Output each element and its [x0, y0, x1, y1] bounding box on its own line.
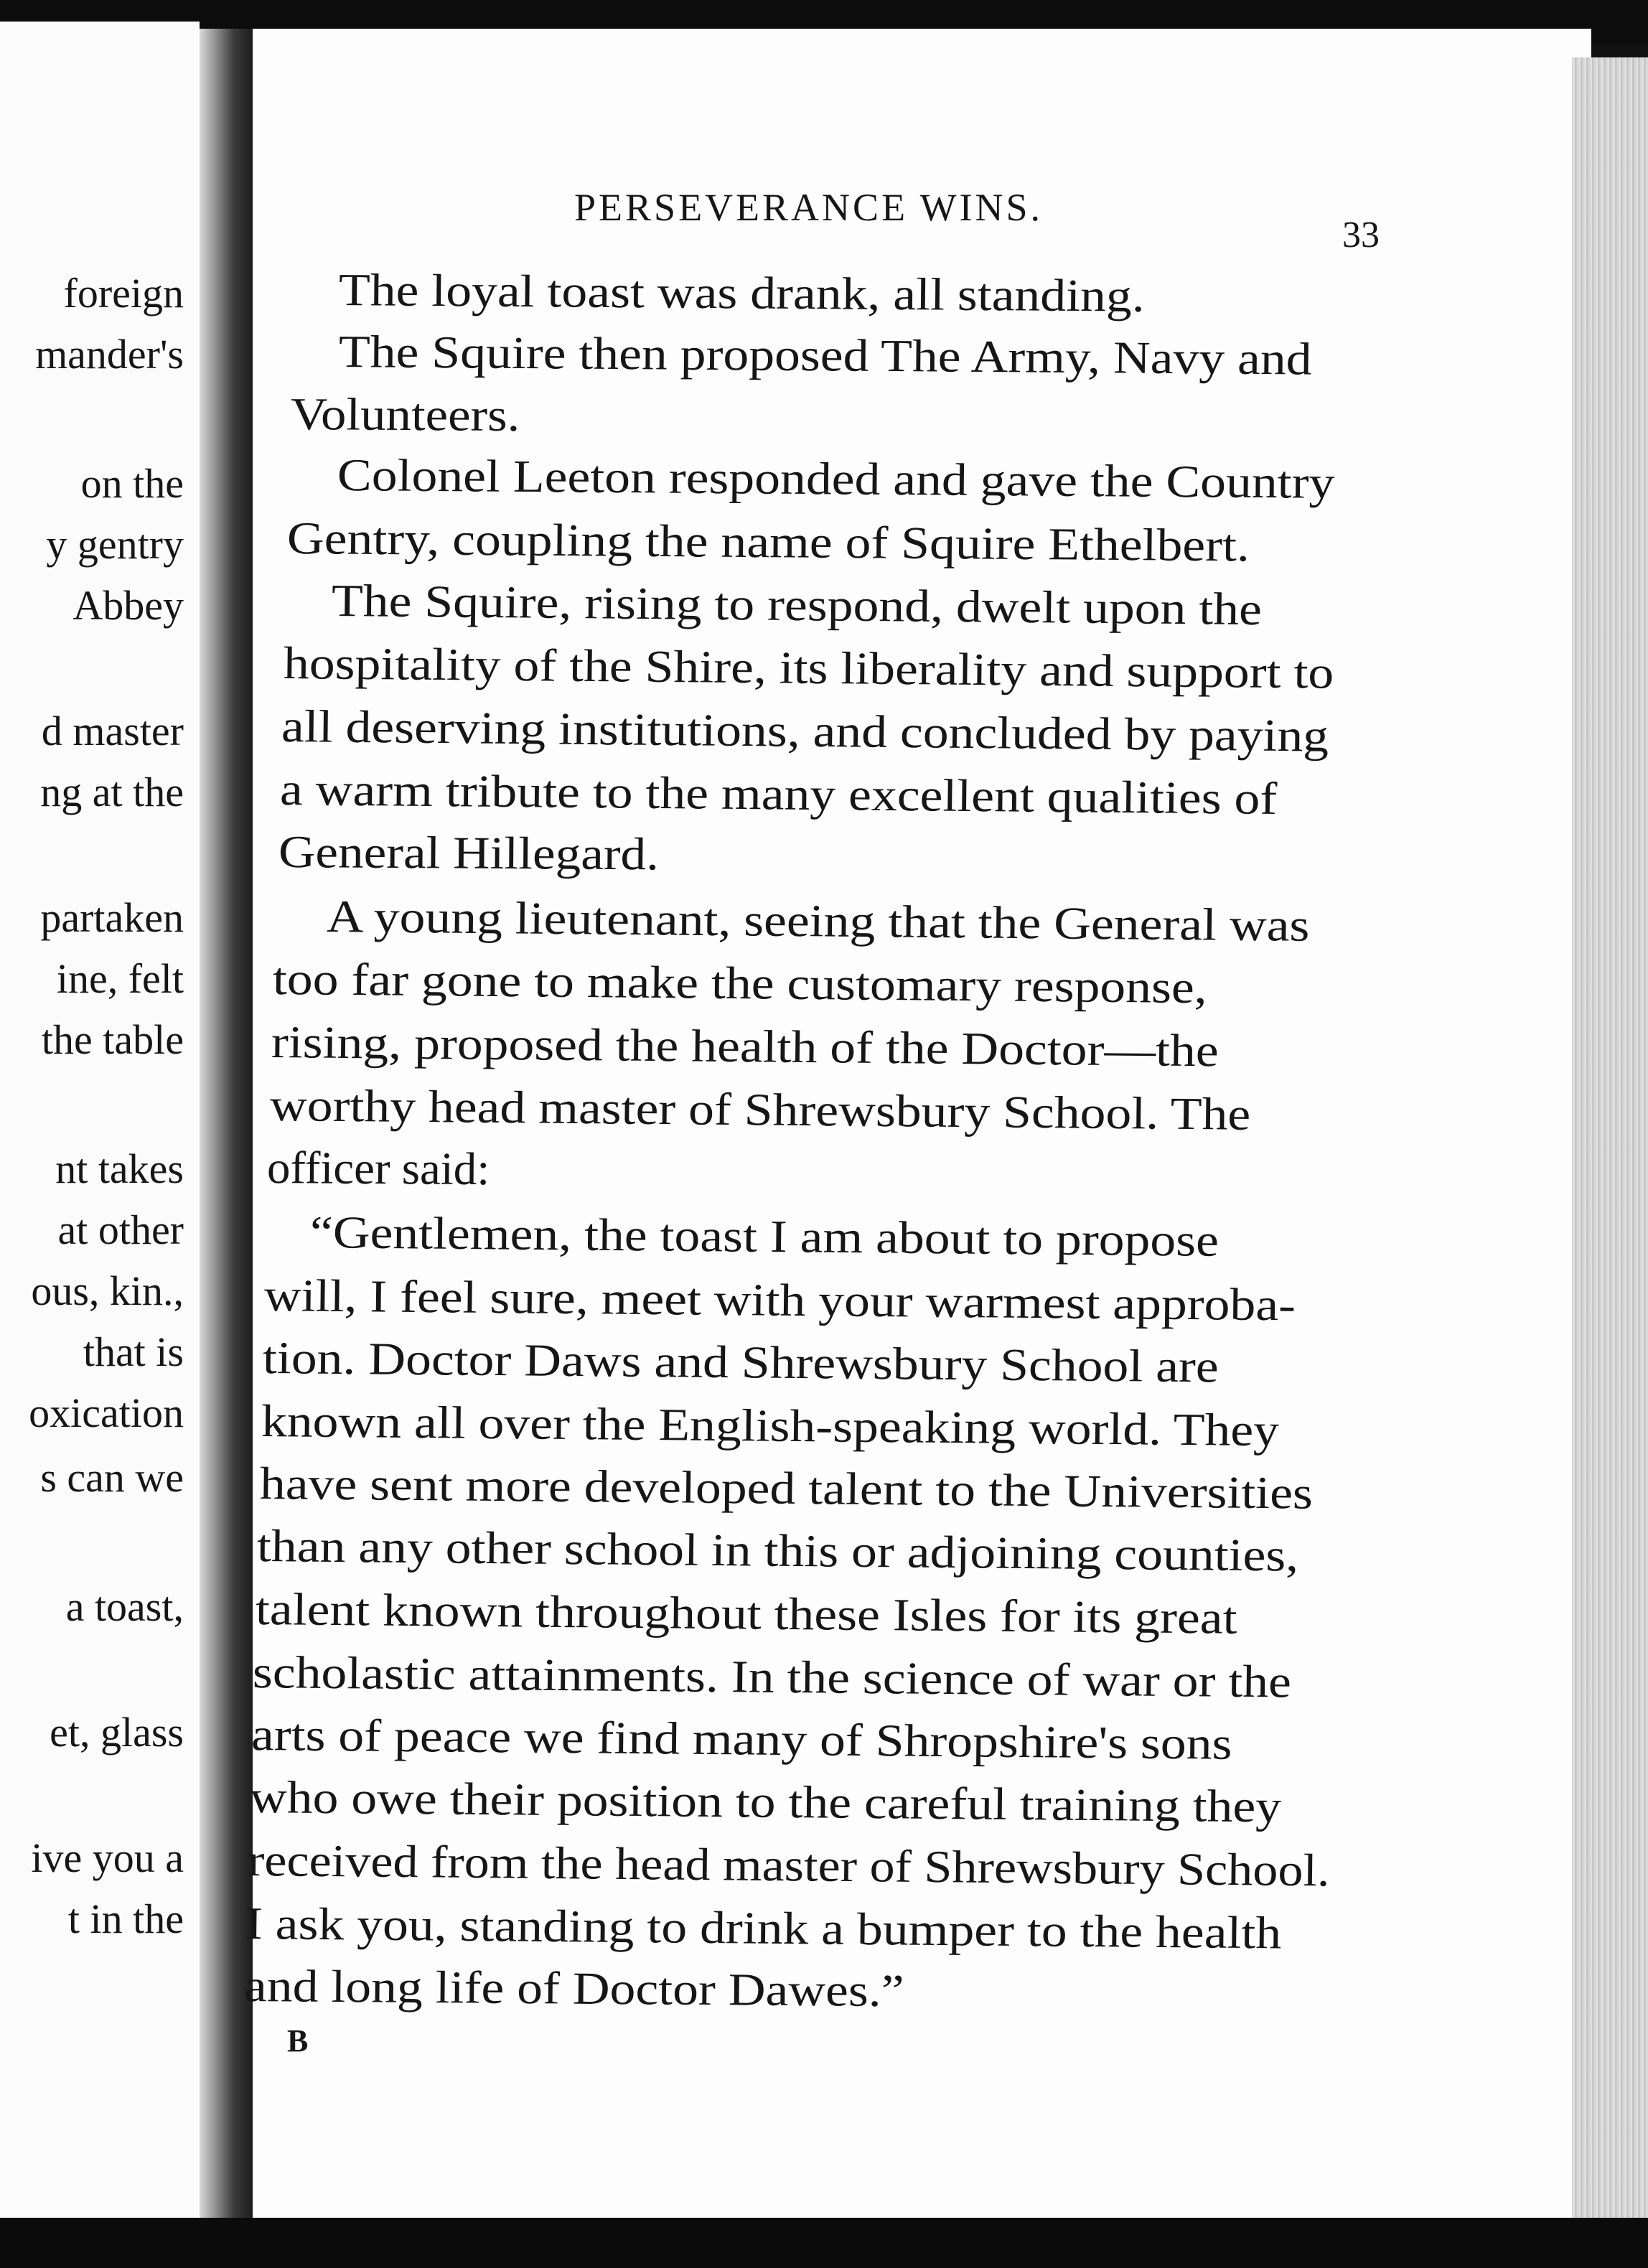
text-line: arts of peace we find many of Shropshire's sons — [251, 1709, 1232, 1769]
left-page-line: foreign — [63, 270, 184, 317]
signature-mark: B — [287, 2023, 309, 2058]
left-page-line: nt takes — [55, 1145, 184, 1192]
text-line: known all over the English-speaking world. They — [261, 1395, 1280, 1456]
text-line: A young lieutenant, seeing that the General was — [326, 891, 1310, 951]
left-page-line: Abbey — [72, 582, 184, 629]
text-line: a warm tribute to the many excellent qualities of — [279, 764, 1278, 824]
text-line: Volunteers. — [290, 388, 520, 441]
left-page-line: oxication — [29, 1390, 184, 1436]
running-head: PERSEVERANCE WINS. — [574, 186, 1044, 229]
text-line: have sent more developed talent to the Universities — [259, 1458, 1314, 1519]
text-line: too far gone to make the customary response, — [272, 953, 1208, 1013]
left-page-line: a toast, — [65, 1583, 184, 1630]
scan-bottom-border — [0, 2218, 1648, 2268]
left-page-line: partaken — [40, 894, 184, 941]
left-page-line: on the — [80, 460, 184, 507]
text-line: all deserving institutions, and concluded by paying — [281, 700, 1329, 762]
left-page-line: that is — [83, 1329, 184, 1375]
text-line: General Hillegard. — [278, 826, 660, 880]
text-line: will, I feel sure, meet with your warmest approba- — [263, 1270, 1296, 1331]
text-line: tion. Doctor Daws and Shrewsbury School are — [262, 1332, 1219, 1392]
text-line: I ask you, standing to drink a bumper to the health — [245, 1898, 1282, 1959]
text-line: “Gentlemen, the toast I am about to propose — [309, 1206, 1219, 1266]
left-page-line: et, glass — [50, 1709, 184, 1756]
left-page-line: ive you a — [31, 1834, 184, 1881]
text-line: The Squire then proposed The Army, Navy and — [338, 326, 1312, 385]
left-page-line: y gentry — [46, 521, 184, 568]
page-number: 33 — [1342, 215, 1380, 256]
left-page-line: ine, felt — [56, 955, 184, 1002]
text-line: Gentry, coupling the name of Squire Ethelbert. — [286, 512, 1250, 571]
text-line: The loyal toast was drank, all standing. — [338, 264, 1146, 322]
left-page-line: s can we — [40, 1454, 184, 1501]
left-page-line: at other — [57, 1206, 184, 1253]
text-line: scholastic attainments. In the science of war or the — [252, 1646, 1292, 1707]
left-page-line: ous, kin., — [31, 1267, 184, 1314]
text-line: officer said: — [266, 1142, 490, 1195]
left-page-line: t in the — [67, 1896, 184, 1942]
left-page-line: ng at the — [40, 769, 184, 815]
text-line: rising, proposed the health of the Doctor—the — [271, 1016, 1219, 1077]
text-line: than any other school in this or adjoining counties, — [256, 1520, 1299, 1581]
left-facing-page — [0, 22, 200, 2218]
left-page-line: the table — [41, 1016, 184, 1063]
text-line: Colonel Leeton responded and gave the Country — [337, 449, 1335, 508]
text-line: hospitality of the Shire, its liberality and support to — [283, 637, 1334, 698]
text-line: received from the head master of Shrewsbury School. — [247, 1834, 1330, 1896]
page-edges — [1572, 57, 1648, 2218]
text-line: who owe their position to the careful training they — [249, 1771, 1282, 1832]
text-line: worthy head master of Shrewsbury School. The — [269, 1079, 1251, 1140]
left-page-line: mander's — [35, 331, 184, 378]
text-line: talent known throughout these Isles for its great — [255, 1583, 1237, 1644]
book-gutter — [200, 29, 257, 2218]
text-line: The Squire, rising to respond, dwelt upon the — [331, 575, 1263, 635]
text-line: and long life of Doctor Dawes.” — [243, 1960, 904, 2017]
left-page-line: d master — [41, 708, 184, 754]
